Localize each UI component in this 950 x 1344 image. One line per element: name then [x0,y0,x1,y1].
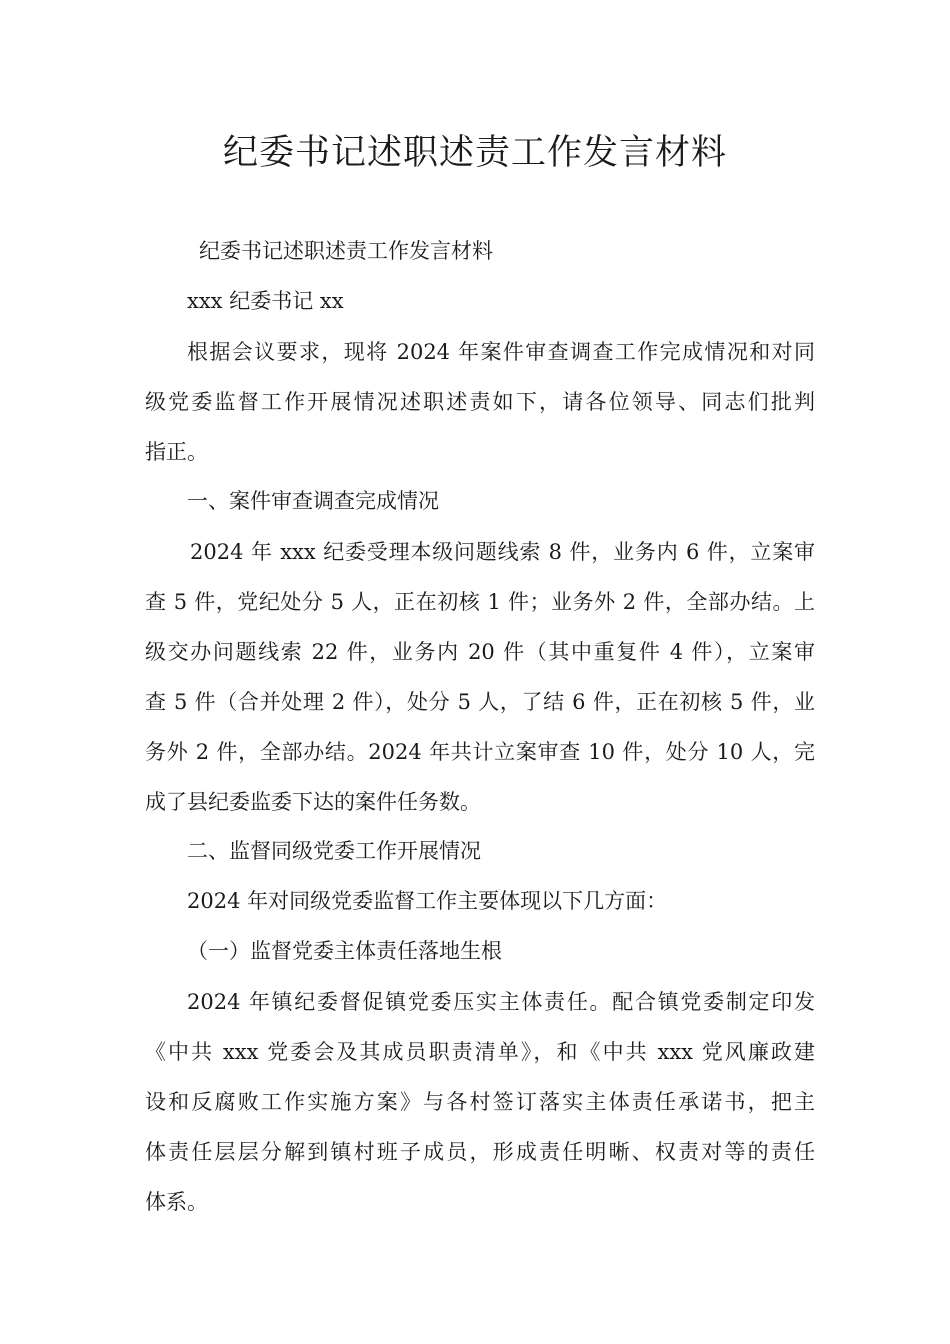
paragraph-line: 成了县纪委监委下达的案件任务数。 [145,790,481,814]
paragraph-line: 务外 2 件，全部办结。2024 年共计立案审查 10 件，处分 10 人，完 [145,740,815,764]
paragraph-line: 体系。 [145,1190,208,1214]
subtitle-line: 纪委书记述职述责工作发言材料 [199,239,493,263]
paragraph-line: 2024 年 xxx 纪委受理本级问题线索 8 件，业务内 6 件，立案审 [190,540,815,564]
paragraph-line: 2024 年对同级党委监督工作主要体现以下几方面： [187,889,668,913]
paragraph-line: 指正。 [145,440,208,464]
section-heading: 二、监督同级党委工作开展情况 [187,839,481,863]
paragraph-line: 设和反腐败工作实施方案》与各村签订落实主体责任承诺书，把主 [145,1090,815,1114]
paragraph-line: 体责任层层分解到镇村班子成员，形成责任明晰、权责对等的责任 [145,1140,815,1164]
document-title: 纪委书记述职述责工作发言材料 [222,133,727,173]
paragraph-line: 级交办问题线索 22 件，业务内 20 件（其中重复件 4 件），立案审 [145,640,815,664]
paragraph-line: 2024 年镇纪委督促镇党委压实主体责任。配合镇党委制定印发 [187,990,815,1014]
paragraph-line: 查 5 件，党纪处分 5 人，正在初核 1 件；业务外 2 件，全部办结。上 [145,590,815,614]
paragraph-line: 查 5 件（合并处理 2 件），处分 5 人，了结 6 件，正在初核 5 件，业 [145,690,815,714]
author-line: xxx 纪委书记 xx [187,289,344,313]
paragraph-line: 根据会议要求，现将 2024 年案件审查调查工作完成情况和对同 [187,340,815,364]
paragraph-line: 《中共 xxx 党委会及其成员职责清单》，和《中共 xxx 党风廉政建 [145,1040,815,1064]
subsection-heading: （一）监督党委主体责任落地生根 [187,939,502,963]
section-heading: 一、案件审查调查完成情况 [187,489,439,513]
paragraph-line: 级党委监督工作开展情况述职述责如下，请各位领导、同志们批判 [145,390,815,414]
